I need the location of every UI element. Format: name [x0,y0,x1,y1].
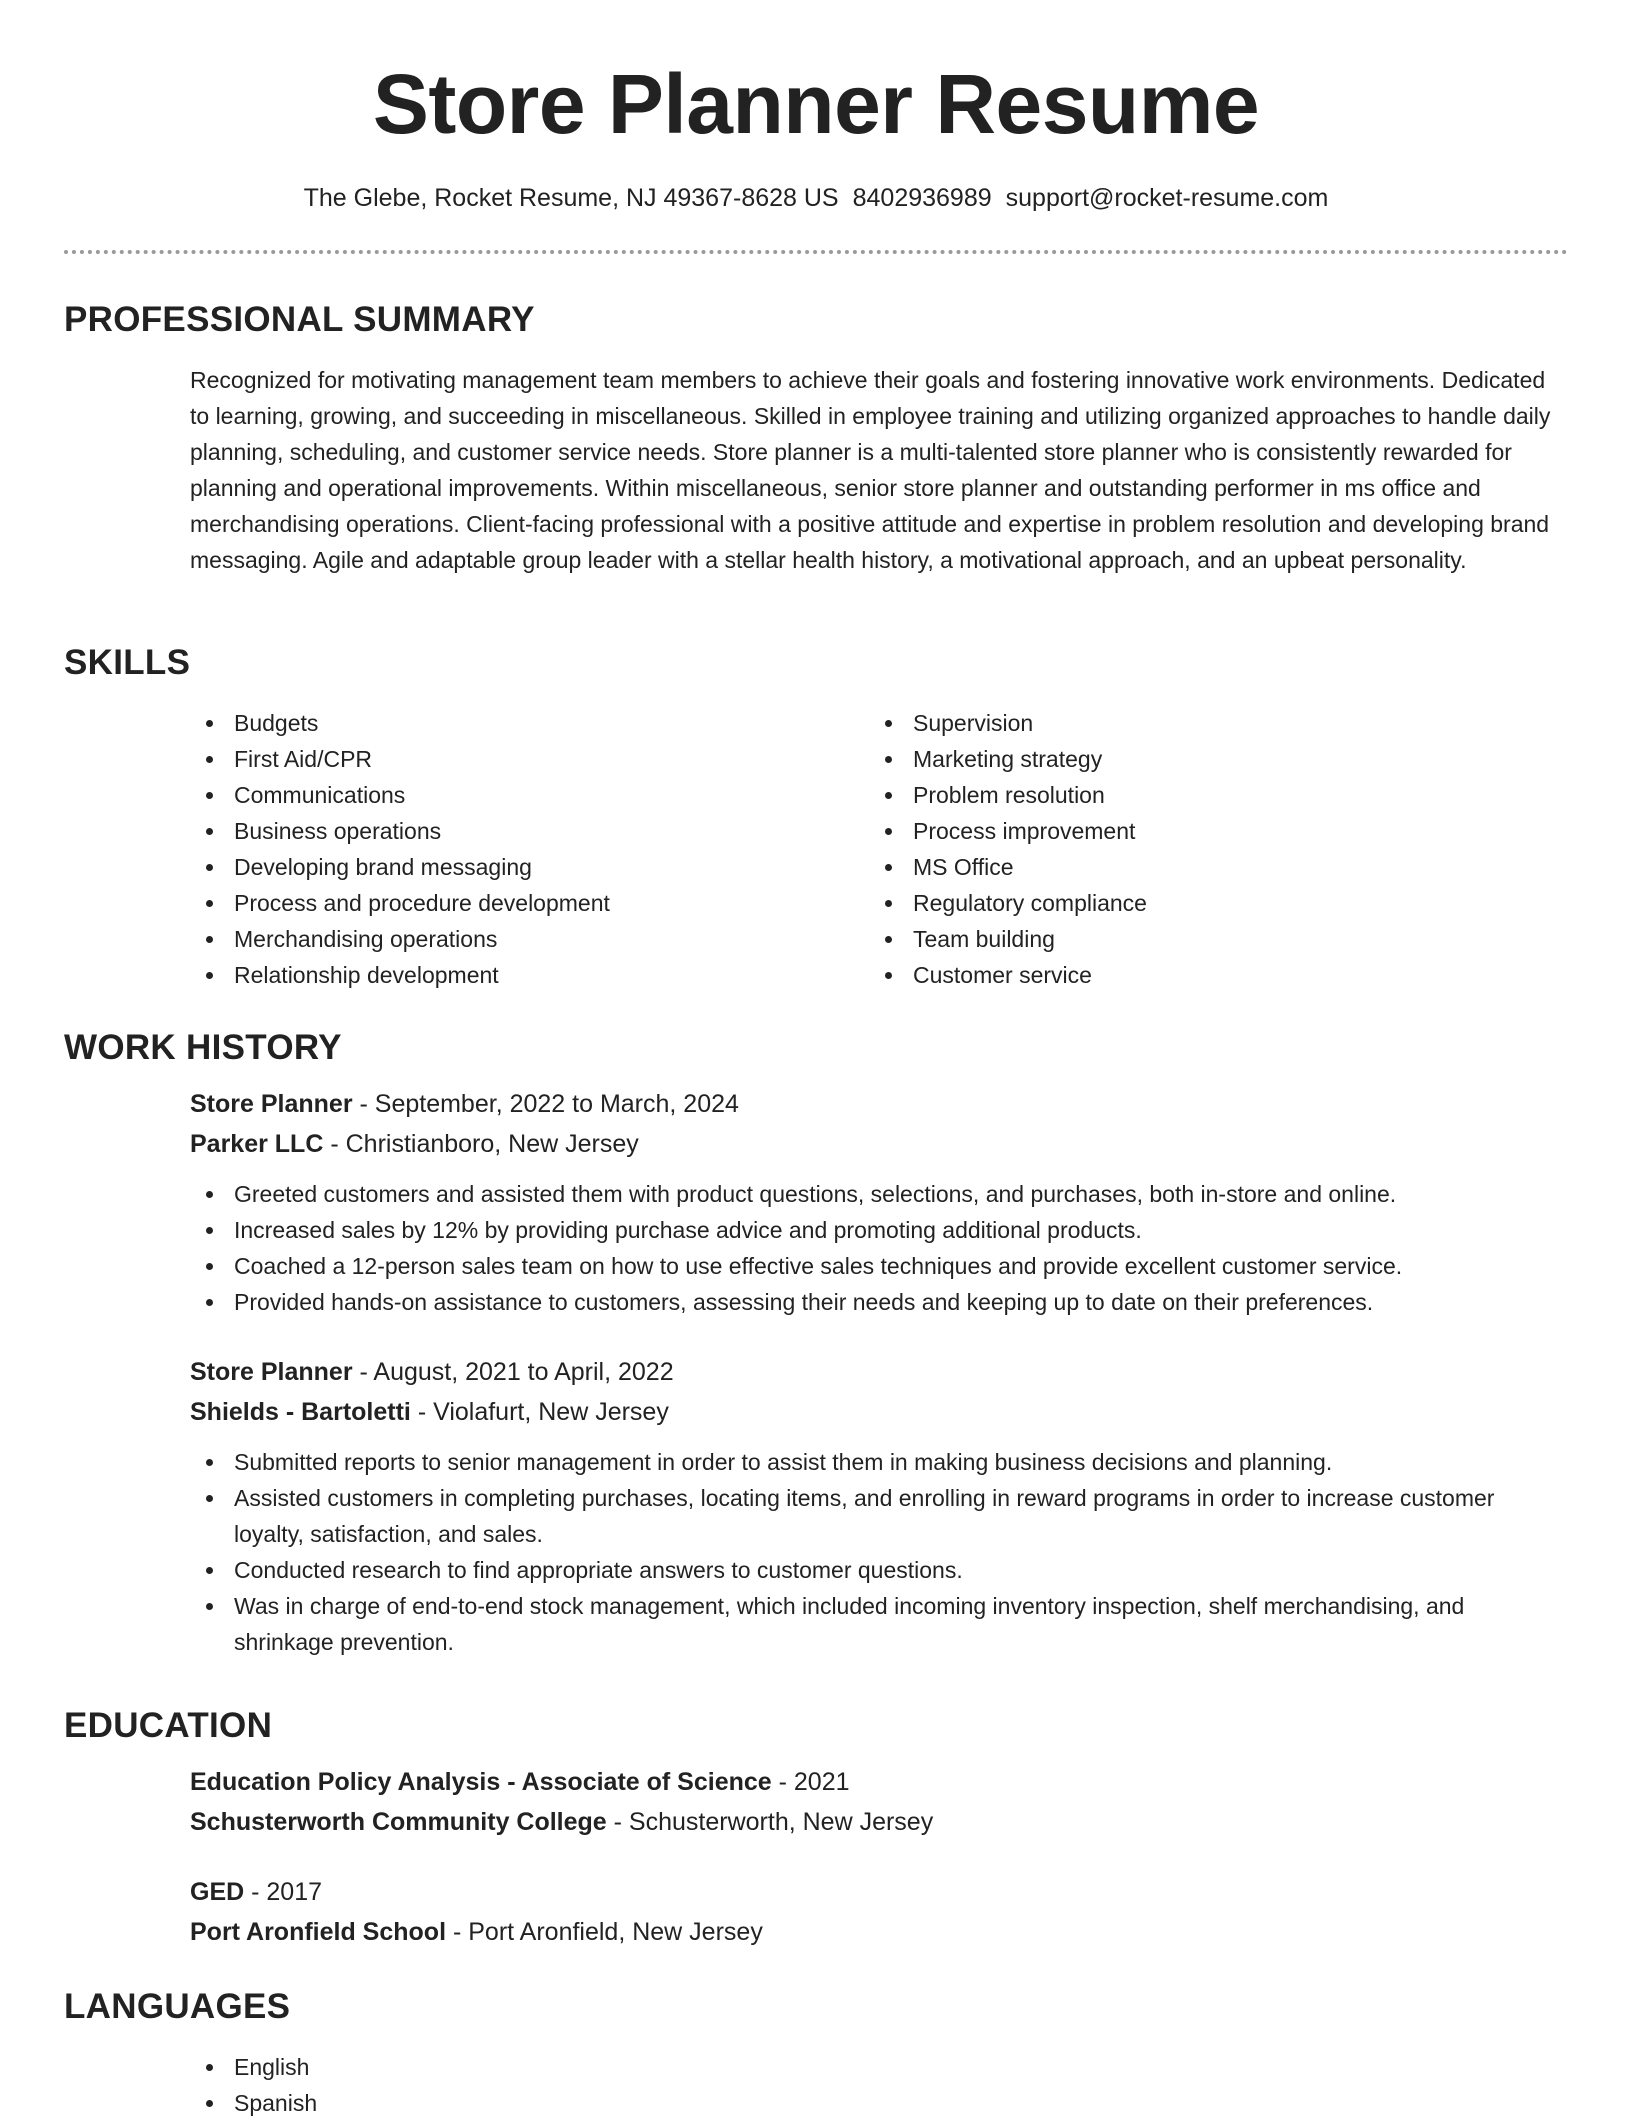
skill-item: Communications [190,777,869,813]
job-entry [190,1352,1568,1660]
skill-item: First Aid/CPR [190,741,869,777]
header-divider [64,250,1568,254]
skills-list-left [190,705,869,993]
duty-item: Provided hands-on assistance to customers, assessing their needs and keeping up to date on their preferences. [190,1284,1568,1320]
degree-year: - 2017 [244,1878,323,1906]
duty-item: Conducted research to find appropriate answers to customer questions. [190,1552,1568,1588]
education-entry [190,1872,1568,1952]
summary-heading: PROFESSIONAL SUMMARY [64,300,535,339]
school-name: Port Aronfield School [190,1918,447,1946]
degree-line [190,1762,1568,1802]
skill-item: Merchandising operations [190,921,869,957]
skills-section [64,641,1568,993]
duty-item: Assisted customers in completing purchases, locating items, and enrolling in reward programs in order to increase customer loyalty, satisfaction, and sales. [190,1480,1568,1552]
job-duties [190,1176,1568,1320]
degree-name: Education Policy Analysis - Associate of Science [190,1768,772,1796]
job-company: Shields - Bartoletti [190,1398,411,1426]
school-name: Schusterworth Community College [190,1808,607,1836]
job-role: Store Planner [190,1358,353,1386]
skill-item: Customer service [869,957,1548,993]
language-item: English [190,2049,1568,2085]
skill-item: MS Office [869,849,1548,885]
language-item: Spanish [190,2085,1568,2121]
degree-name: GED [190,1878,245,1906]
skill-item: Developing brand messaging [190,849,869,885]
skill-item: Process improvement [869,813,1548,849]
skill-item: Marketing strategy [869,741,1548,777]
skill-item: Supervision [869,705,1548,741]
summary-paragraph: Recognized for motivating management team members to achieve their goals and fostering innovative work environments. Dedicated to learning, growing, and succeeding in miscellaneous. Skilled in employee training and utilizing organized approaches to handle daily planning, scheduling, and customer service needs. Store planner is a multi-talented store planner who is consistently rewarded for planning and operational improvements. Within miscellaneous, senior store planner and outstanding performer in ms office and merchandising operations. Client-facing professional with a positive attitude and expertise in problem resolution and developing brand messaging. Agile and adaptable group leader with a stellar health history, a motivational approach, and an upbeat personality. [190,367,1551,573]
summary-section [64,298,1568,578]
languages-section [64,1985,1568,2121]
phone-text: 8402936989 [852,184,992,212]
job-company: Parker LLC [190,1130,324,1158]
job-role: Store Planner [190,1090,353,1118]
skill-item: Team building [869,921,1548,957]
work-history-heading: WORK HISTORY [64,1028,342,1067]
school-line [190,1802,1568,1842]
education-heading: EDUCATION [64,1706,273,1745]
skill-item: Business operations [190,813,869,849]
languages-heading: LANGUAGES [64,1987,291,2026]
job-title-line [190,1352,1568,1392]
job-entry [190,1084,1568,1320]
skill-item: Budgets [190,705,869,741]
education-section [64,1704,1568,1952]
job-company-line [190,1124,1568,1164]
job-location: - Violafurt, New Jersey [410,1398,669,1426]
degree-line [190,1872,1568,1912]
work-history-section [64,1026,1568,1660]
duty-item: Increased sales by 12% by providing purchase advice and promoting additional products. [190,1212,1568,1248]
school-location: - Schusterworth, New Jersey [606,1808,934,1836]
duty-item: Submitted reports to senior management in order to assist them in making business decisions and planning. [190,1444,1568,1480]
skills-heading: SKILLS [64,643,191,682]
duty-item: Greeted customers and assisted them with product questions, selections, and purchases, both in-store and online. [190,1176,1568,1212]
education-entry [190,1762,1568,1842]
school-line [190,1912,1568,1952]
skill-item: Problem resolution [869,777,1548,813]
skill-item: Regulatory compliance [869,885,1548,921]
contact-line [64,180,1568,216]
email-text: support@rocket-resume.com [1005,184,1329,212]
degree-year: - 2021 [771,1768,850,1796]
skills-columns [190,705,1568,993]
address-text: The Glebe, Rocket Resume, NJ 49367-8628 US [303,184,839,212]
skill-item: Process and procedure development [190,885,869,921]
duty-item: Coached a 12-person sales team on how to use effective sales techniques and provide excellent customer service. [190,1248,1568,1284]
job-dates: - August, 2021 to April, 2022 [352,1358,674,1386]
skills-list-right [869,705,1548,993]
resume-title: Store Planner Resume [372,57,1260,151]
job-duties [190,1444,1568,1660]
job-dates: - September, 2022 to March, 2024 [352,1090,739,1118]
school-location: - Port Aronfield, New Jersey [446,1918,763,1946]
duty-item: Was in charge of end-to-end stock management, which included incoming inventory inspection, shelf merchandising, and shrinkage prevention. [190,1588,1568,1660]
languages-list [190,2049,1568,2121]
job-title-line [190,1084,1568,1124]
job-company-line [190,1392,1568,1432]
skill-item: Relationship development [190,957,869,993]
job-location: - Christianboro, New Jersey [323,1130,639,1158]
